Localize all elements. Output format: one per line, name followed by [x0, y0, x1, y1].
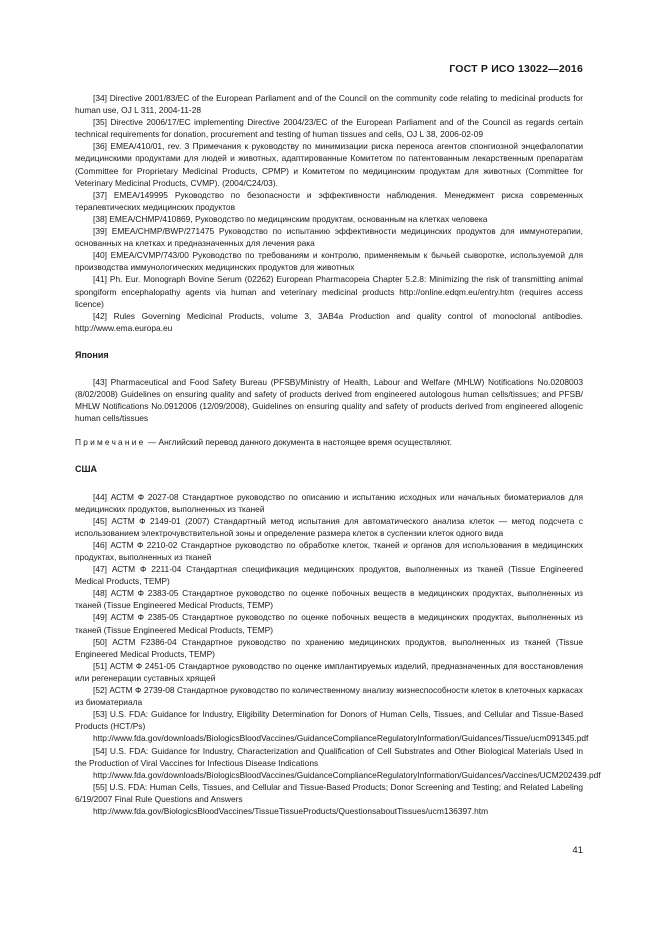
- refs-europe: [75, 92, 583, 334]
- reference-53-url[interactable]: http://www.fda.gov/downloads/BiologicsBloodVaccines/GuidanceComplianceRegulatoryInformation/Guidances/Tissue/ucm091345.pdf: [93, 733, 589, 744]
- section-heading-usa: США: [75, 464, 98, 475]
- reference-48: [48] АСТМ Ф 2383-05 Стандартное руководство по оценке побочных веществ в медицинских продуктах, выполненных из тканей (Tissue Engineered Medical Products, TEMP): [75, 588, 583, 611]
- document-header: ГОСТ Р ИСО 13022—2016: [449, 63, 583, 75]
- note-label: Примечание: [75, 437, 146, 448]
- reference-44: [44] АСТМ Ф 2027-08 Стандартное руководство по описанию и испытанию исходных или начальных биоматериалов для медицинских продуктов, выполненных из тканей: [75, 491, 583, 514]
- reference-37: [37] EMEA/149995 Руководство по безопасности и эффективности наблюдения. Менеджмент риска современных терапевтических медицинских продуктов: [75, 189, 583, 212]
- reference-41: [41] Ph. Eur. Monograph Bovine Serum (02262) European Pharmacopeia Chapter 5.2.8: Minimizing the risk of transmitting animal spongiform encephalopathy agents via human and veterinary medicinal products http://online.edqm.eu/entry.htm (requires access licence): [75, 274, 583, 309]
- reference-54-url[interactable]: http://www.fda.gov/downloads/BiologicsBloodVaccines/GuidanceComplianceRegulatoryInformation/Guidances/Vaccines/UCM202439.pdf: [93, 769, 601, 780]
- reference-54: [54] U.S. FDA: Guidance for Industry, Characterization and Qualification of Cell Substrates and Other Biological Materials Used in the Production of Viral Vaccines for Infectious Disease Indications: [75, 745, 583, 768]
- refs-usa: [75, 491, 601, 818]
- reference-38: [38] EMEA/CHMP/410869, Руководство по медицинским продуктам, основанным на клетках человека: [93, 213, 488, 224]
- reference-55: [55] U.S. FDA: Human Cells, Tissues, and Cellular and Tissue-Based Products; Donor Screening and Testing; and Related Labeling 6/19/2007 Final Rule Questions and Answers: [75, 781, 583, 804]
- reference-39: [39] EMEA/CHMP/BWP/271475 Руководство по испытанию эффективности медицинских продуктов для иммунотерапии, основанных на клетках и предназначенных для лечения рака: [75, 226, 583, 249]
- section-heading-japan: Япония: [75, 349, 109, 360]
- reference-35: [35] Directive 2006/17/EC implementing Directive 2004/23/EC of the European Parliament and of the Council as regards certain technical requirements for donation, procurement and testing of human tissues and cells, OJ L 38, 2006-02-09: [75, 117, 583, 140]
- reference-52: [52] АСТМ Ф 2739-08 Стандартное руководство по количественному анализу жизнеспособности клеток в клеточных каркасах из биоматериала: [75, 685, 583, 708]
- reference-53: [53] U.S. FDA: Guidance for Industry, Eligibility Determination for Donors of Human Cells, Tissues, and Cellular and Tissue-Based Products (HCT/Ps): [75, 709, 583, 732]
- note: [75, 436, 583, 448]
- reference-40: [40] EMEA/CVMP/743/00 Руководство по требованиям и контролю, применяемым к бычьей сыворотке, используемой для производства иммунологических медицинских продуктов для животных: [75, 250, 583, 273]
- reference-49: [49] АСТМ Ф 2385-05 Стандартное руководство по оценке побочных веществ в медицинских продуктах, выполненных из тканей (Tissue Engineered Medical Products, TEMP): [75, 612, 583, 635]
- note-text: — Английский перевод данного документа в настоящее время осуществляют.: [145, 437, 452, 448]
- refs-japan: [75, 376, 583, 424]
- reference-55-url[interactable]: http://www.fda.gov/BiologicsBloodVaccines/TissueTissueProducts/QuestionsaboutTissues/ucm136397.htm: [93, 805, 489, 816]
- reference-45: [45] АСТМ Ф 2149-01 (2007) Стандартный метод испытания для автоматического анализа клеток — метод подсчета с использованием электрочувствительной зоны и определение размера клеток в суспензии клеток одного вида: [75, 515, 583, 538]
- bibliography: [75, 92, 601, 817]
- reference-51: [51] АСТМ Ф 2451-05 Стандартное руководство по оценке имплантируемых изделий, предназначенных для восстановления или регенерации суставных хрящей: [75, 660, 583, 683]
- reference-43: [43] Pharmaceutical and Food Safety Bureau (PFSB)/Ministry of Health, Labour and Welfare (MHLW) Notifications No.0208003 (8/02/2008) Guidelines on ensuring quality and safety of products derived from engineered autologous human cells/tissues; and PFSB/ MHLW Notifications No.0912006 (12/09/2008), Guidelines on ensuring quality and safety of products derived from engineered allogenic human cells/tissues: [75, 376, 583, 424]
- reference-47: [47] АСТМ Ф 2211-04 Стандартная спецификация медицинских продуктов, выполненных из тканей (Tissue Engineered Medical Products, TEMP): [75, 564, 583, 587]
- page-number: 41: [572, 845, 583, 856]
- reference-36: [36] EMEA/410/01, rev. 3 Примечания к руководству по минимизации риска переноса агентов спонгиозной энцефалопатии медицинскими продуктами для людей и животных, адаптированные Комитетом по патентованным лекарственным препаратам (Committee for Proprietary Medicinal Products, CPMP) и Комитетом по медицинским продуктам для животных (Committee for Veterinary Medicinal Products, CVMP). (2004/C24/03).: [75, 141, 583, 188]
- reference-42: [42] Rules Governing Medicinal Products, volume 3, 3AB4a Production and quality control of monoclonal antibodies. http://www.ema.europa.eu: [75, 310, 583, 333]
- reference-50: [50] АСТМ F2386-04 Стандартное руководство по хранению медицинских продуктов, выполненных из тканей (Tissue Engineered Medical Products, TEMP): [75, 636, 583, 659]
- reference-34: [34] Directive 2001/83/EC of the European Parliament and of the Council on the community code relating to medicinal products for human use, OJ L 311, 2004-11-28: [75, 93, 583, 116]
- reference-46: [46] АСТМ Ф 2210-02 Стандартное руководство по обработке клеток, тканей и органов для использования в медицинских продуктах, выполненных из тканей: [75, 539, 583, 562]
